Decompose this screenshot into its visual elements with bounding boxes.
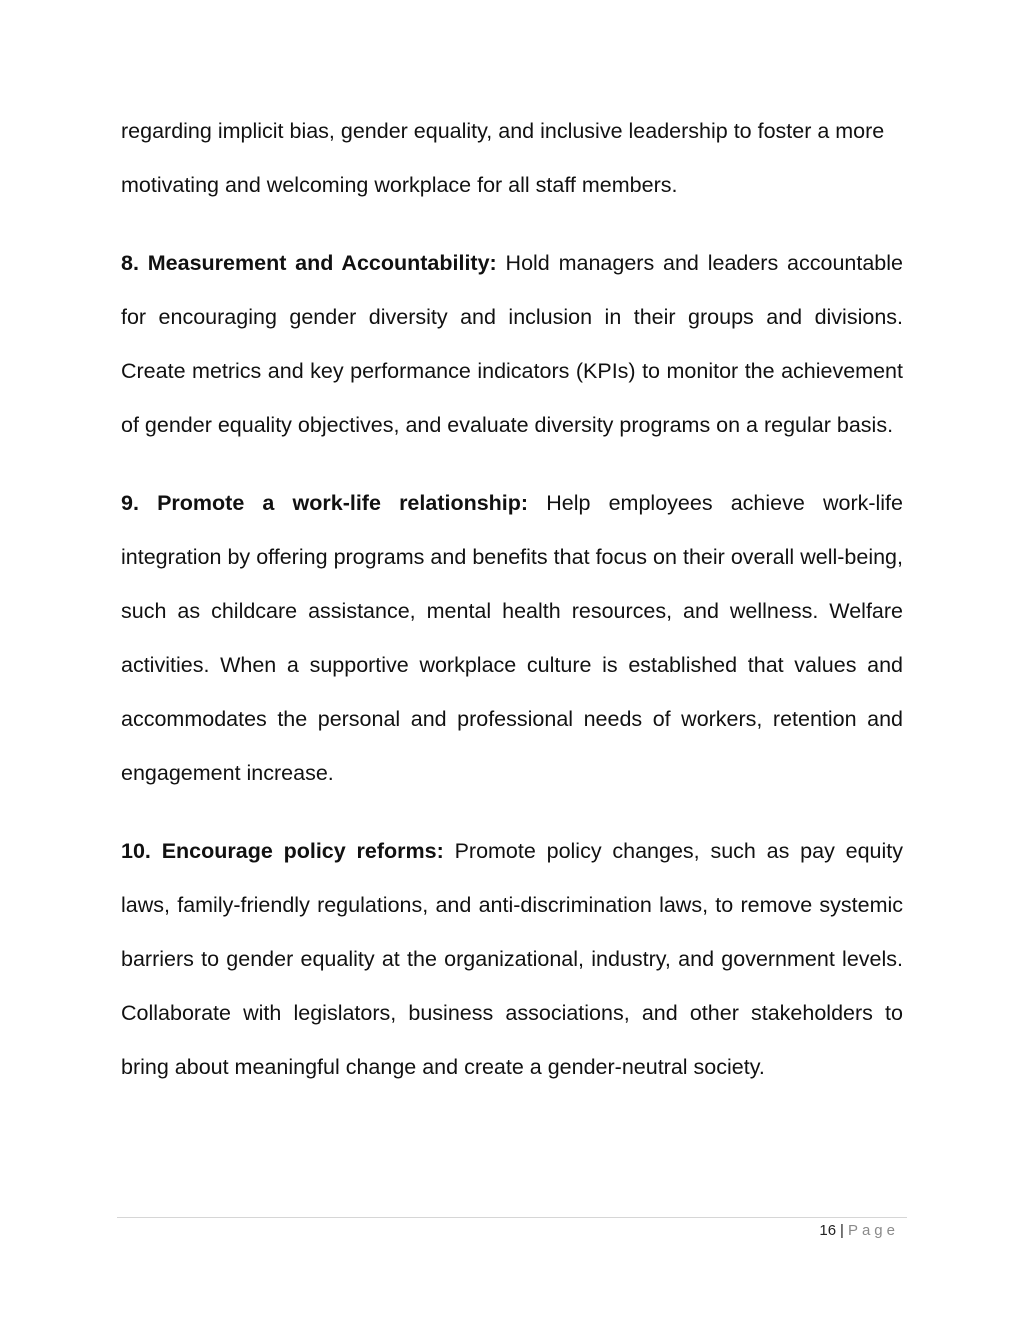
- intro-continuation-paragraph: [121, 104, 903, 212]
- item-8-paragraph: [121, 236, 903, 452]
- item-10-paragraph: [121, 824, 903, 1094]
- item-9-body: Help employees achieve work-life integration by offering programs and benefits that focus on their overall well-being, such as childcare assistance, mental health resources, and wellness. Welfare activities. When a supportive workplace culture is established that values and accommodates the personal and professional needs of workers, retention and engagement increase.: [121, 491, 903, 785]
- item-9-heading: 9. Promote a work-life relationship:: [121, 491, 529, 515]
- document-body: [121, 104, 903, 1094]
- footer-separator: |: [840, 1222, 844, 1239]
- item-8-heading: 8. Measurement and Accountability:: [121, 251, 497, 275]
- page-footer: [819, 1222, 899, 1239]
- item-8-body: Hold managers and leaders accountable for encouraging gender diversity and inclusion in their groups and divisions. Create metrics and key performance indicators (KPIs) to monitor the achievement of gender equality objectives, and evaluate diversity programs on a regular basis.: [121, 251, 903, 437]
- intro-continuation-text: regarding implicit bias, gender equality, and inclusive leadership to foster a more motivating and welcoming workplace for all staff members.: [121, 119, 885, 197]
- page-number: 16: [819, 1222, 837, 1239]
- item-10-heading: 10. Encourage policy reforms:: [121, 839, 444, 863]
- item-9-paragraph: [121, 476, 903, 800]
- footer-divider: [117, 1217, 907, 1218]
- item-10-body: Promote policy changes, such as pay equity laws, family-friendly regulations, and anti-discrimination laws, to remove systemic barriers to gender equality at the organizational, industry, and government levels. Collaborate with legislators, business associations, and other stakeholders to bring about meaningful change and create a gender-neutral society.: [121, 839, 904, 1079]
- page-label: Page: [847, 1222, 899, 1239]
